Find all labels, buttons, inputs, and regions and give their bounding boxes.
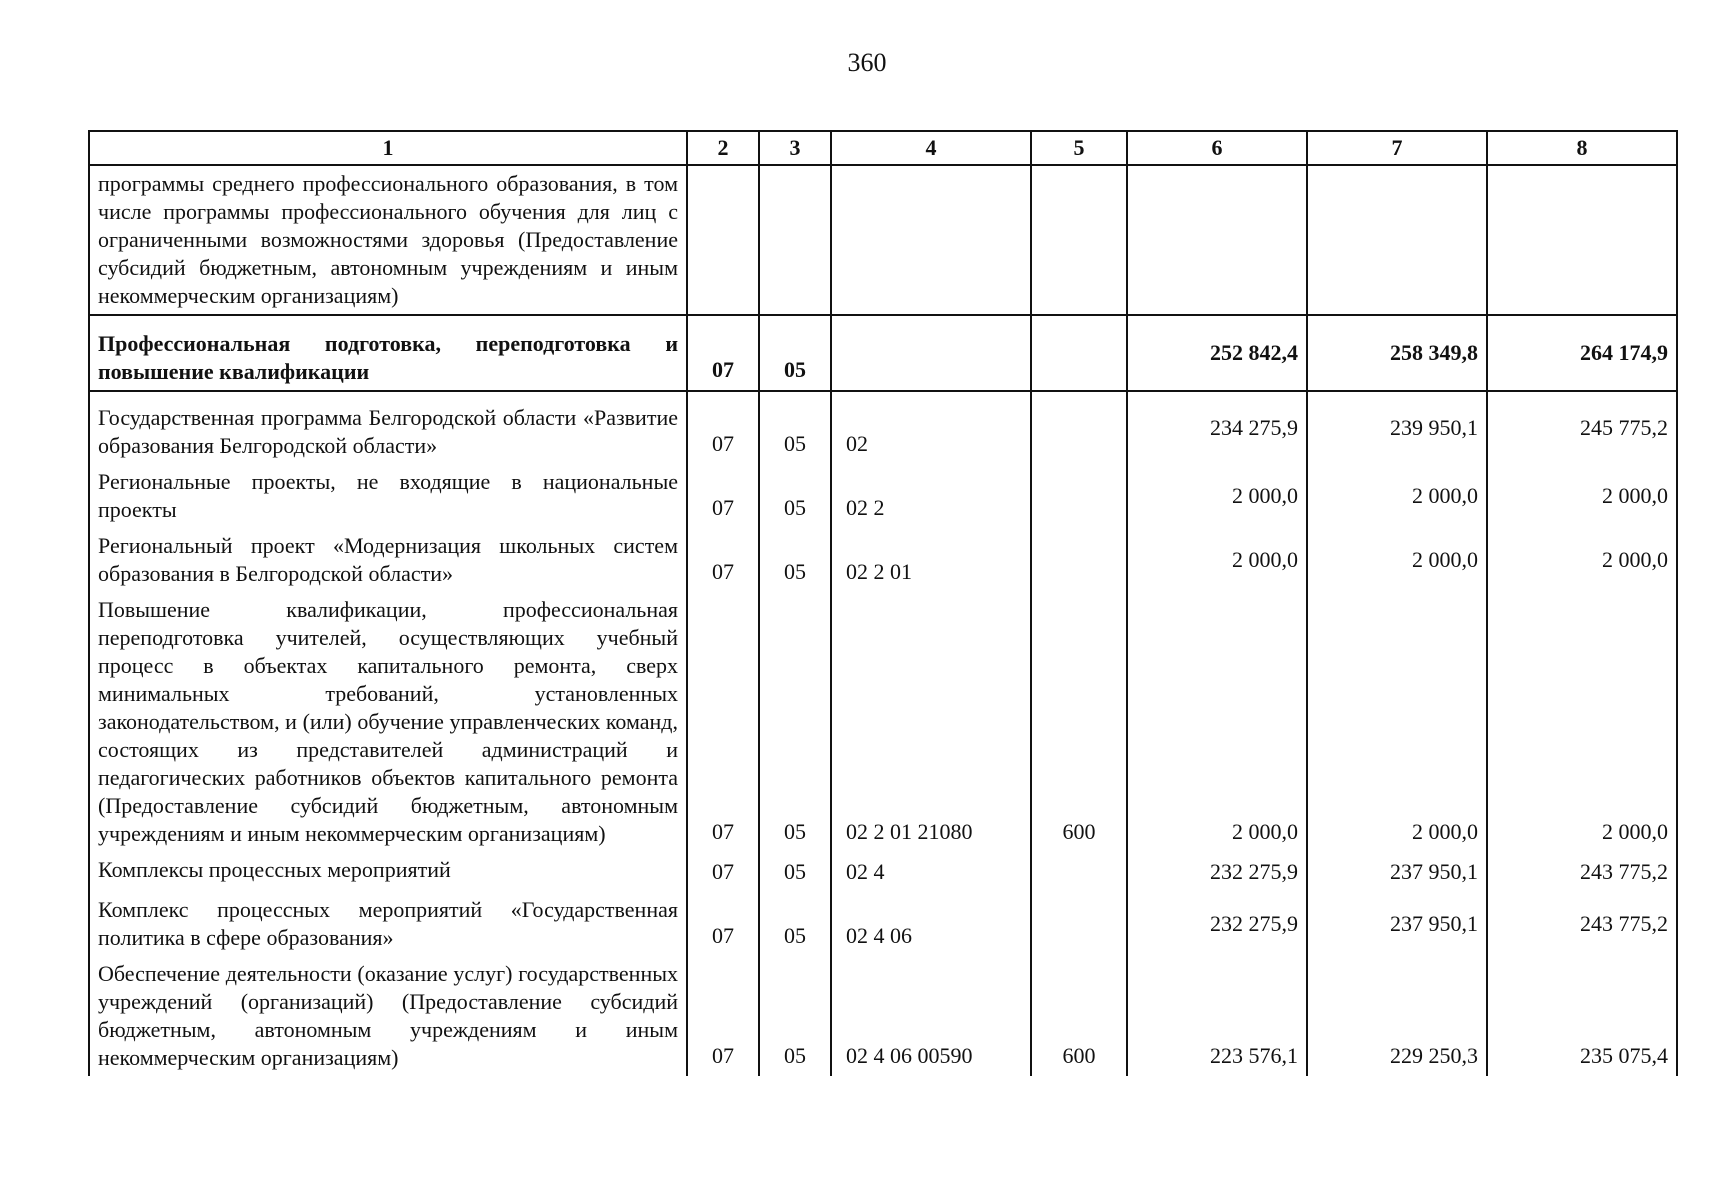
row-name: Повышение квалификации, профессиональная переподготовка учителей, осуществляющих учебный процесс в объектах капитального ремонта, сверх минимальных требований, установленных законодательством, и (или) обучение управленческих команд, состоящих из представителей администраций и педагогических работников объектов капитального ремонта (Предоставление субсидий бюджетным, автономным учреждениям и иным некоммерческим организациям) [89, 592, 687, 852]
row-value-col8: 2 000,0 [1487, 592, 1677, 852]
row-target-article: 02 2 01 21080 [831, 592, 1031, 852]
row-name: Комплекс процессных мероприятий «Государственная политика в сфере образования» [89, 892, 687, 956]
row-value-col7: 229 250,3 [1307, 956, 1487, 1076]
row-expense-type [1031, 315, 1127, 391]
table-row [89, 592, 1677, 852]
row-section-code: 07 [687, 956, 759, 1076]
table-row [89, 852, 1677, 892]
row-value-col7: 2 000,0 [1307, 464, 1487, 528]
page-number: 360 [847, 48, 887, 77]
row-target-article: 02 4 06 00590 [831, 956, 1031, 1076]
row-value-col7: 2 000,0 [1307, 592, 1487, 852]
header-row [89, 131, 1677, 165]
header-col-7: 7 [1307, 131, 1487, 165]
header-col-1: 1 [89, 131, 687, 165]
row-value-col6: 2 000,0 [1127, 464, 1307, 528]
row-target-article [831, 315, 1031, 391]
row-value-col6: 232 275,9 [1127, 892, 1307, 956]
row-section-code: 07 [687, 852, 759, 892]
row-subsection-code: 05 [759, 956, 831, 1076]
row-target-article: 02 2 [831, 464, 1031, 528]
row-name: программы среднего профессионального образования, в том числе программы профессионального обучения для лиц с ограниченными возможностями здоровья (Предоставление субсидий бюджетным, автономным учреждениям и иным некоммерческим организациям) [89, 165, 687, 315]
row-value-col8: 235 075,4 [1487, 956, 1677, 1076]
row-target-article: 02 [831, 391, 1031, 464]
row-section-code: 07 [687, 315, 759, 391]
row-subsection-code: 05 [759, 592, 831, 852]
row-value-col6: 234 275,9 [1127, 391, 1307, 464]
row-value-col8: 245 775,2 [1487, 391, 1677, 464]
row-name: Региональные проекты, не входящие в национальные проекты [89, 464, 687, 528]
table-row [89, 892, 1677, 956]
row-value-col7: 258 349,8 [1307, 315, 1487, 391]
row-expense-type: 600 [1031, 956, 1127, 1076]
row-value-col8: 243 775,2 [1487, 852, 1677, 892]
row-value-col6: 223 576,1 [1127, 956, 1307, 1076]
row-section-code: 07 [687, 391, 759, 464]
table-row [89, 956, 1677, 1076]
row-value-col8: 264 174,9 [1487, 315, 1677, 391]
header-col-6: 6 [1127, 131, 1307, 165]
row-target-article [831, 165, 1031, 315]
row-value-col8: 243 775,2 [1487, 892, 1677, 956]
row-section-code: 07 [687, 528, 759, 592]
row-value-col7: 237 950,1 [1307, 852, 1487, 892]
row-subsection-code: 05 [759, 315, 831, 391]
row-name: Обеспечение деятельности (оказание услуг) государственных учреждений (организаций) (Предоставление субсидий бюджетным, автономным учреждениям и иным некоммерческим организациям) [89, 956, 687, 1076]
row-value-col7: 239 950,1 [1307, 391, 1487, 464]
row-target-article: 02 4 06 [831, 892, 1031, 956]
table-row [89, 391, 1677, 464]
row-value-col6 [1127, 165, 1307, 315]
row-value-col7: 237 950,1 [1307, 892, 1487, 956]
row-expense-type [1031, 528, 1127, 592]
row-name: Профессиональная подготовка, переподготовка и повышение квалификации [89, 315, 687, 391]
row-name: Региональный проект «Модернизация школьных систем образования в Белгородской области» [89, 528, 687, 592]
row-value-col8 [1487, 165, 1677, 315]
row-value-col8: 2 000,0 [1487, 528, 1677, 592]
row-subsection-code: 05 [759, 464, 831, 528]
row-name: Государственная программа Белгородской области «Развитие образования Белгородской области» [89, 391, 687, 464]
header-col-2: 2 [687, 131, 759, 165]
row-expense-type [1031, 165, 1127, 315]
row-expense-type [1031, 464, 1127, 528]
row-target-article: 02 2 01 [831, 528, 1031, 592]
table-row [89, 165, 1677, 315]
row-value-col6: 2 000,0 [1127, 592, 1307, 852]
table-row [89, 528, 1677, 592]
row-subsection-code [759, 165, 831, 315]
row-value-col7: 2 000,0 [1307, 528, 1487, 592]
row-value-col6: 232 275,9 [1127, 852, 1307, 892]
budget-table [88, 130, 1678, 1076]
header-col-3: 3 [759, 131, 831, 165]
row-subsection-code: 05 [759, 852, 831, 892]
row-expense-type [1031, 852, 1127, 892]
row-value-col7 [1307, 165, 1487, 315]
row-subsection-code: 05 [759, 528, 831, 592]
row-value-col8: 2 000,0 [1487, 464, 1677, 528]
table-row [89, 464, 1677, 528]
row-expense-type [1031, 892, 1127, 956]
row-value-col6: 2 000,0 [1127, 528, 1307, 592]
row-section-code: 07 [687, 592, 759, 852]
row-section-code: 07 [687, 892, 759, 956]
row-section-code [687, 165, 759, 315]
row-expense-type [1031, 391, 1127, 464]
row-subsection-code: 05 [759, 892, 831, 956]
header-col-5: 5 [1031, 131, 1127, 165]
row-subsection-code: 05 [759, 391, 831, 464]
row-name: Комплексы процессных мероприятий [89, 852, 687, 892]
header-col-4: 4 [831, 131, 1031, 165]
row-expense-type: 600 [1031, 592, 1127, 852]
row-target-article: 02 4 [831, 852, 1031, 892]
row-section-code: 07 [687, 464, 759, 528]
header-col-8: 8 [1487, 131, 1677, 165]
row-value-col6: 252 842,4 [1127, 315, 1307, 391]
table-row-section [89, 315, 1677, 391]
